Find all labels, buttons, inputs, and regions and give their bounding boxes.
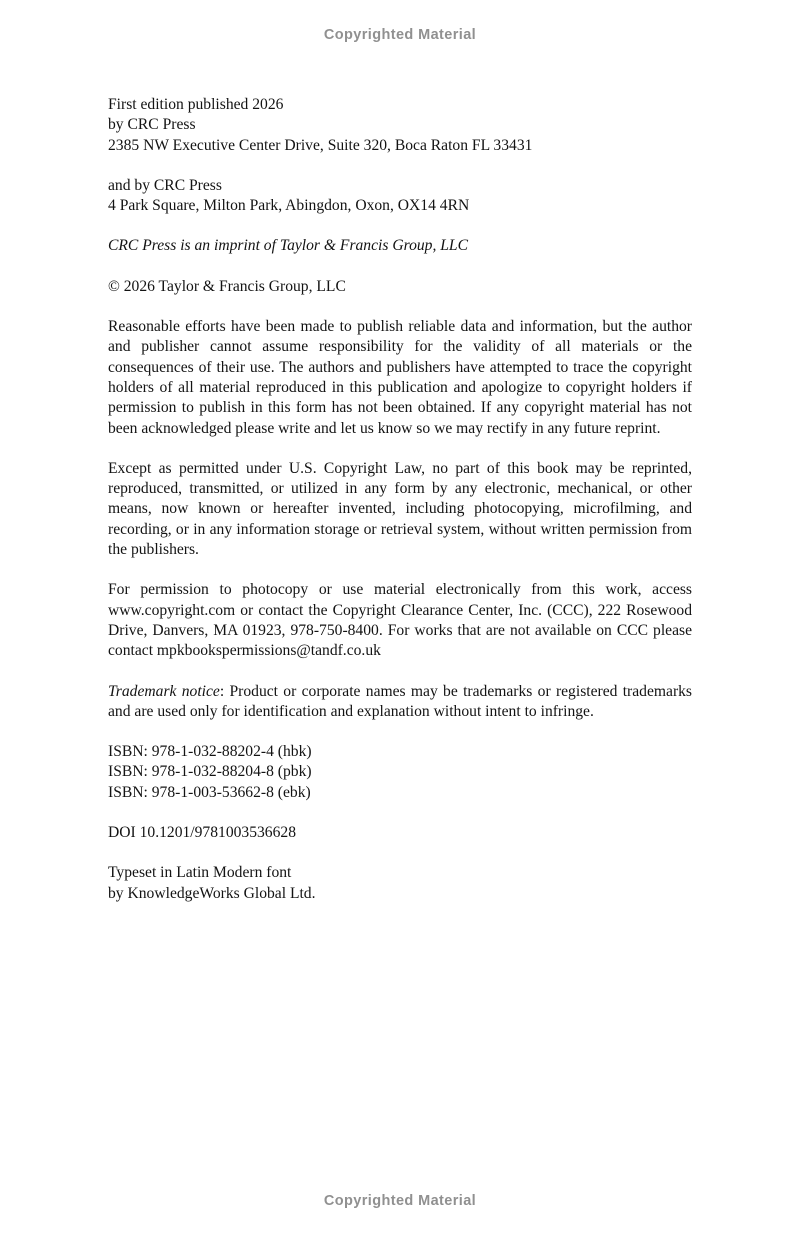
copyrighted-material-footer: Copyrighted Material [323, 1193, 477, 1209]
isbn-pbk: ISBN: 978-1-032-88204-8 (pbk) [108, 763, 312, 781]
imprint-note: CRC Press is an imprint of Taylor & Francis Group, LLC [108, 237, 469, 255]
disclaimer-paragraph: Reasonable efforts have been made to publish reliable data and information, but the author and publisher cannot assume responsibility for the validity of all materials or the consequences of their use. The authors and publishers have attempted to trace the copyright holders of all material reproduced in this publication and apologize to copyright holders if permission to publish in this form has not been obtained. If any copyright material has not been acknowledged please write and let us know so we may rectify in any future reprint. [108, 318, 692, 437]
copyrighted-material-header: Copyrighted Material [323, 27, 477, 43]
copyright-line: © 2026 Taylor & Francis Group, LLC [108, 277, 346, 295]
doi-line: DOI 10.1201/9781003536628 [108, 824, 296, 842]
uk-edition-block [108, 176, 692, 217]
isbn-block [108, 742, 692, 803]
trademark-paragraph [108, 682, 692, 723]
rights-paragraph: Except as permitted under U.S. Copyright Law, no part of this book may be reprinted, reproduced, transmitted, or utilized in any form by any electronic, mechanical, or other means, now known or hereafter invented, including photocopying, microfilming, and recording, or in any information storage or retrieval system, without written permission from the publishers. [108, 459, 692, 559]
isbn-ebk: ISBN: 978-1-003-53662-8 (ebk) [108, 783, 311, 801]
trademark-notice-label: Trademark notice [108, 682, 220, 700]
edition-line: First edition published 2026 [108, 96, 284, 113]
imprint-content [108, 95, 692, 904]
typeset-font-line: Typeset in Latin Modern font [108, 864, 292, 882]
typeset-block [108, 863, 692, 904]
permissions-paragraph: For permission to photocopy or use material electronically from this work, access www.copyright.com or contact the Copyright Clearance Center, Inc. (CCC), 222 Rosewood Drive, Danvers, MA 01923, 978-750-8400. For works that are not available on CCC please contact mpkbookspermissions@tandf.co.uk [108, 581, 692, 660]
isbn-hbk: ISBN: 978-1-032-88202-4 (hbk) [108, 743, 312, 761]
us-address-line: 2385 NW Executive Center Drive, Suite 320, Boca Raton FL 33431 [108, 136, 533, 154]
us-edition-block [108, 95, 692, 156]
trademark-notice-text: : Product or corporate names may be trademarks or registered trademarks and are used only for identification and explanation without intent to infringe. [108, 682, 692, 720]
publisher-line: by CRC Press [108, 116, 196, 134]
typeset-company-line: by KnowledgeWorks Global Ltd. [108, 884, 316, 902]
uk-address-line: 4 Park Square, Milton Park, Abingdon, Oxon, OX14 4RN [108, 197, 470, 215]
uk-publisher-line: and by CRC Press [108, 176, 222, 194]
